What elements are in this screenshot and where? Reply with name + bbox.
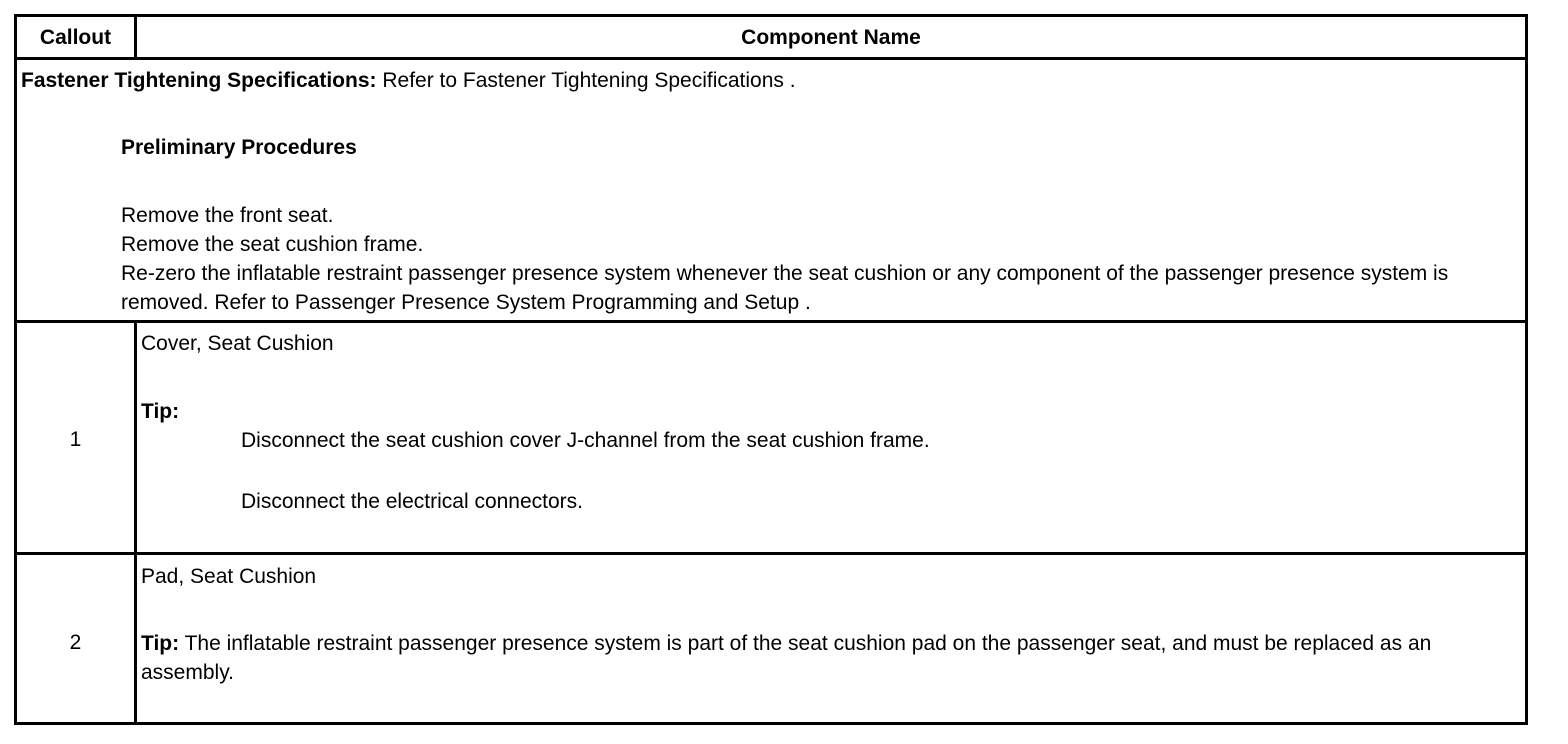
- preliminary-heading: Preliminary Procedures: [121, 136, 357, 159]
- row-2-component: Pad, Seat Cushion: [141, 565, 317, 588]
- procedure-table: [14, 14, 1528, 725]
- row-2-tip-text: The inflatable restraint passenger presence system is part of the seat cushion pad on the passenger seat, and must be replaced as an assembly.: [141, 632, 1432, 684]
- column-header-callout: Callout: [39, 26, 112, 49]
- fastener-spec-line: [21, 66, 796, 95]
- row-1-tip-label: Tip:: [141, 400, 180, 423]
- column-header-component: Component Name: [741, 26, 921, 49]
- header-divider: [17, 57, 1525, 60]
- row-1-component: Cover, Seat Cushion: [141, 332, 334, 355]
- row-1-tip-1: Disconnect the seat cushion cover J-channel from the seat cushion frame.: [241, 429, 930, 452]
- preliminary-step-2: Remove the seat cushion frame.: [121, 233, 424, 256]
- fastener-spec-text: Refer to Fastener Tightening Specifications .: [376, 69, 796, 92]
- row-2-tip-label: Tip:: [141, 632, 180, 655]
- row1-divider: [17, 552, 1525, 555]
- fastener-spec-label: Fastener Tightening Specifications:: [21, 69, 377, 92]
- preliminary-step-3: Re-zero the inflatable restraint passenger presence system whenever the seat cushion or any component of the passenger presence system is removed. Refer to Passenger Presence System Programming and Setup .: [121, 262, 1449, 314]
- row-2-tip: [141, 629, 1516, 687]
- intro-divider: [17, 320, 1525, 323]
- row-1-tip-2: Disconnect the electrical connectors.: [241, 490, 583, 513]
- body-column-divider: [134, 320, 137, 725]
- row-1-callout: 1: [69, 428, 82, 451]
- row-2-callout: 2: [69, 631, 82, 654]
- preliminary-step-1: Remove the front seat.: [121, 204, 334, 227]
